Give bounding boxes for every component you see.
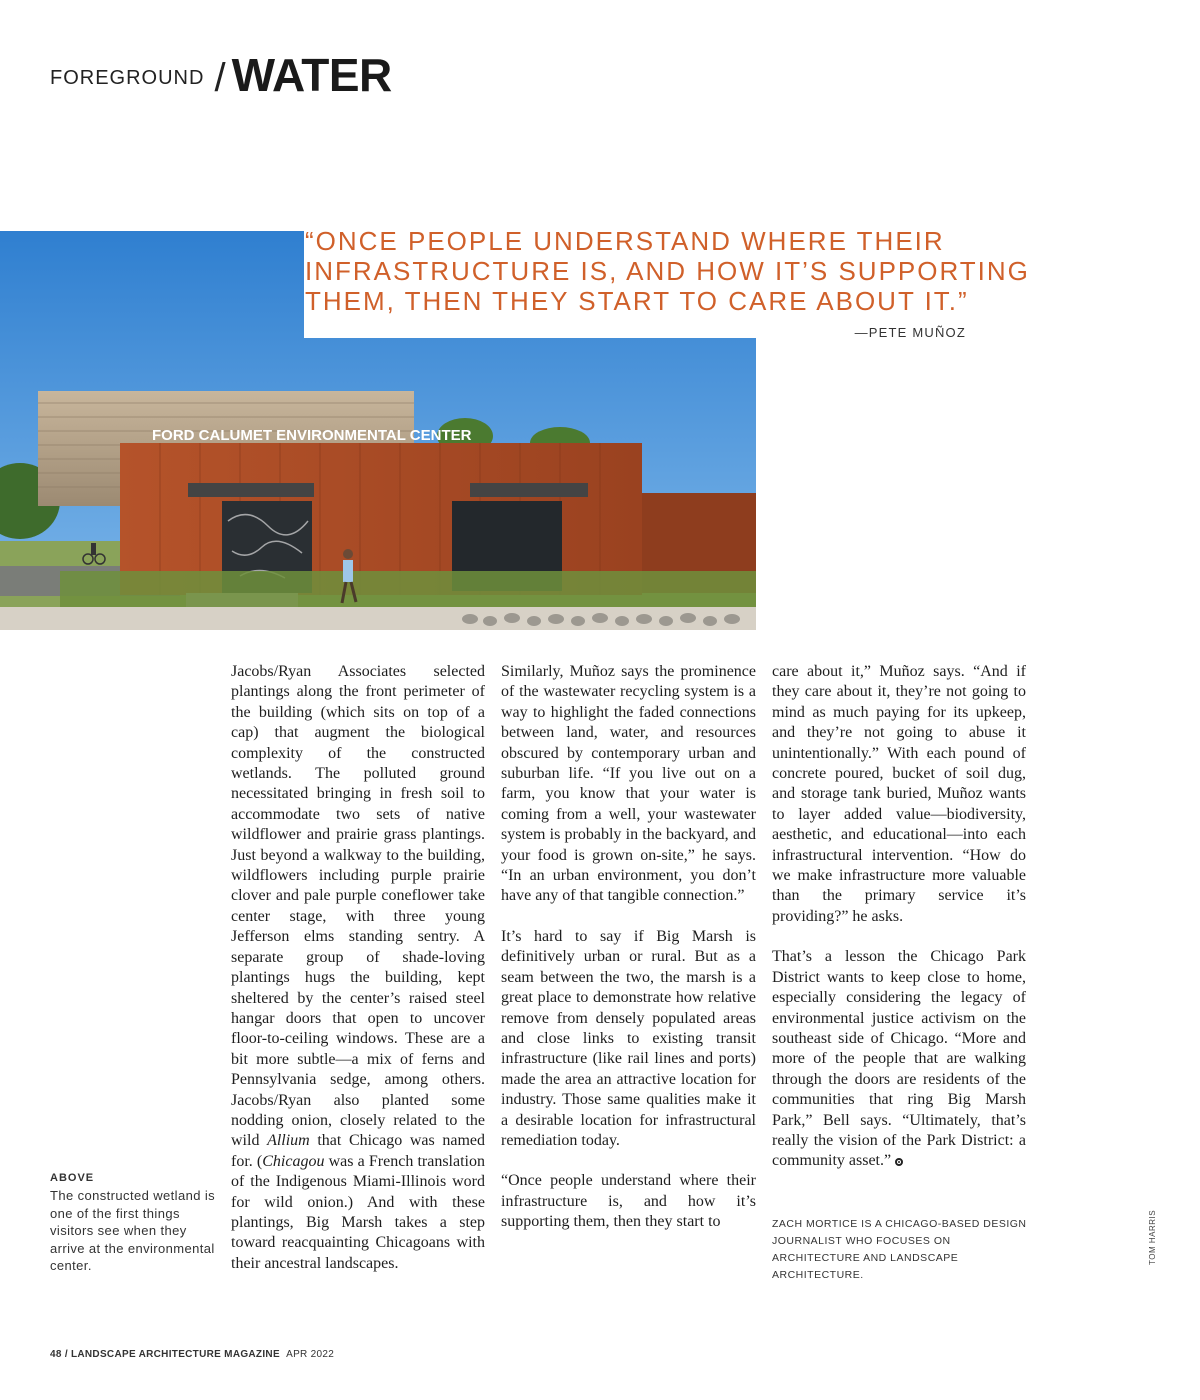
body-column-3 <box>772 662 1026 1192</box>
body-italic: Allium <box>267 1132 310 1150</box>
publication-name: / LANDSCAPE ARCHITECTURE MAGAZINE <box>64 1349 280 1360</box>
building-signage: FORD CALUMET ENVIRONMENTAL CENTER <box>152 427 472 444</box>
pull-quote: “ONCE PEOPLE UNDERSTAND WHERE THEIR INFRASTRUCTURE IS, AND HOW IT’S SUPPORTING THEM, THEN THEY START TO CARE ABOUT IT.” <box>305 226 1030 316</box>
body-column-1 <box>231 662 485 1294</box>
body-paragraph: It’s hard to say if Big Marsh is definitively urban or rural. But as a seam between the two, the marsh is a great place to demonstrate how relative remove from densely populated areas and close links to existing transit infrastructure (like rail lines and ports) made the area an attractive location for industry. Those same qualities make it a desirable location for infrastructural remediation today. <box>501 927 756 1149</box>
body-column-2 <box>501 662 756 1253</box>
section-slash: / <box>214 56 226 100</box>
body-italic: Chicagou <box>262 1152 325 1170</box>
body-paragraph: Similarly, Muñoz says the prominence of the wastewater recycling system is a way to highlight the faded connections between land, water, and resources obscured by contemporary urban and suburban life. “If you live out on a farm, you know that your water is coming from a well, your wastewater system is probably in the backyard, and your food is grown on-site,” he says. “In an urban environment, you don’t have any of that tangible connection.” <box>501 663 756 905</box>
body-paragraph: care about it,” Muñoz says. “And if they care about it, they’re not going to mind as much paying for its upkeep, and they’re not going to abuse it unintentionally.” With each pound of concrete poured, bucket of soil dug, and storage tank buried, Muñoz wants to layer added value—biodiversity, aesthetic, and educational—into each infrastructural intervention. “How do we make infrastructure more valuable than the primary service it’s providing?” he asks. <box>772 663 1026 925</box>
body-paragraph: “Once people understand where their infrastructure is, and how it’s supporting them, then they start to <box>501 1172 756 1231</box>
issue-date: APR 2022 <box>286 1349 335 1360</box>
caption-label: ABOVE <box>50 1172 95 1184</box>
caption-text: The constructed wetland is one of the first things visitors see when they arrive at the environmental center. <box>50 1188 216 1273</box>
page-number: 48 <box>50 1349 62 1360</box>
section-kicker: FOREGROUND <box>50 67 205 89</box>
pull-quote-attribution: —PETE MUÑOZ <box>854 325 966 340</box>
section-title: WATER <box>231 49 392 101</box>
body-text: was a French translation of the Indigenous Miami-Illinois word for wild onion.) And with these plantings, Big Marsh takes a step toward reacquainting Chicagoans with their ancestral landscapes. <box>231 1152 485 1272</box>
photo-credit <box>1130 1209 1180 1275</box>
author-bio: ZACH MORTICE IS A CHICAGO-BASED DESIGN JOURNALIST WHO FOCUSES ON ARCHITECTURE AND LANDSCAPE ARCHITECTURE. <box>772 1218 1027 1281</box>
body-paragraph <box>231 662 485 1274</box>
end-mark-icon <box>895 1158 903 1166</box>
section-header <box>50 48 392 101</box>
body-text: that Chicago was named for. ( <box>231 1132 486 1170</box>
body-paragraph <box>772 947 1026 1171</box>
photo-caption <box>50 1172 220 1275</box>
body-text: That’s a lesson the Chicago Park District wants to keep close to home, especially considering the legacy of environmental justice activism on the southeast side of Chicago. “More and more of the people that are walking through the doors are residents of the communities that ring Big Marsh Park,” Bell says. “Ultimately, that’s really the vision of the Park District: a community asset.” <box>772 948 1026 1170</box>
photo-credit-text: TOM HARRIS <box>1148 1209 1157 1265</box>
body-text: Jacobs/Ryan Associates selected plantings along the front perimeter of the building (which sits on top of a cap) that augment the biological complexity of the constructed wetlands. The polluted ground necessitated bringing in fresh soil to accommodate two sets of native wildflower and prairie grass plantings. Just beyond a walkway to the building, wildflowers including purple prairie clover and pale purple coneflower take center stage, with three young Jefferson elms standing sentry. A separate group of shade-loving plantings hugs the building, kept sheltered by the center’s raised steel hangar doors that open to uncover floor-to-ceiling windows. These are a bit more subtle—a mix of ferns and Pennsylvania sedge, among others. Jacobs/Ryan also planted some nodding onion, closely related to the wild <box>231 663 485 1150</box>
page-footer <box>50 1349 334 1360</box>
